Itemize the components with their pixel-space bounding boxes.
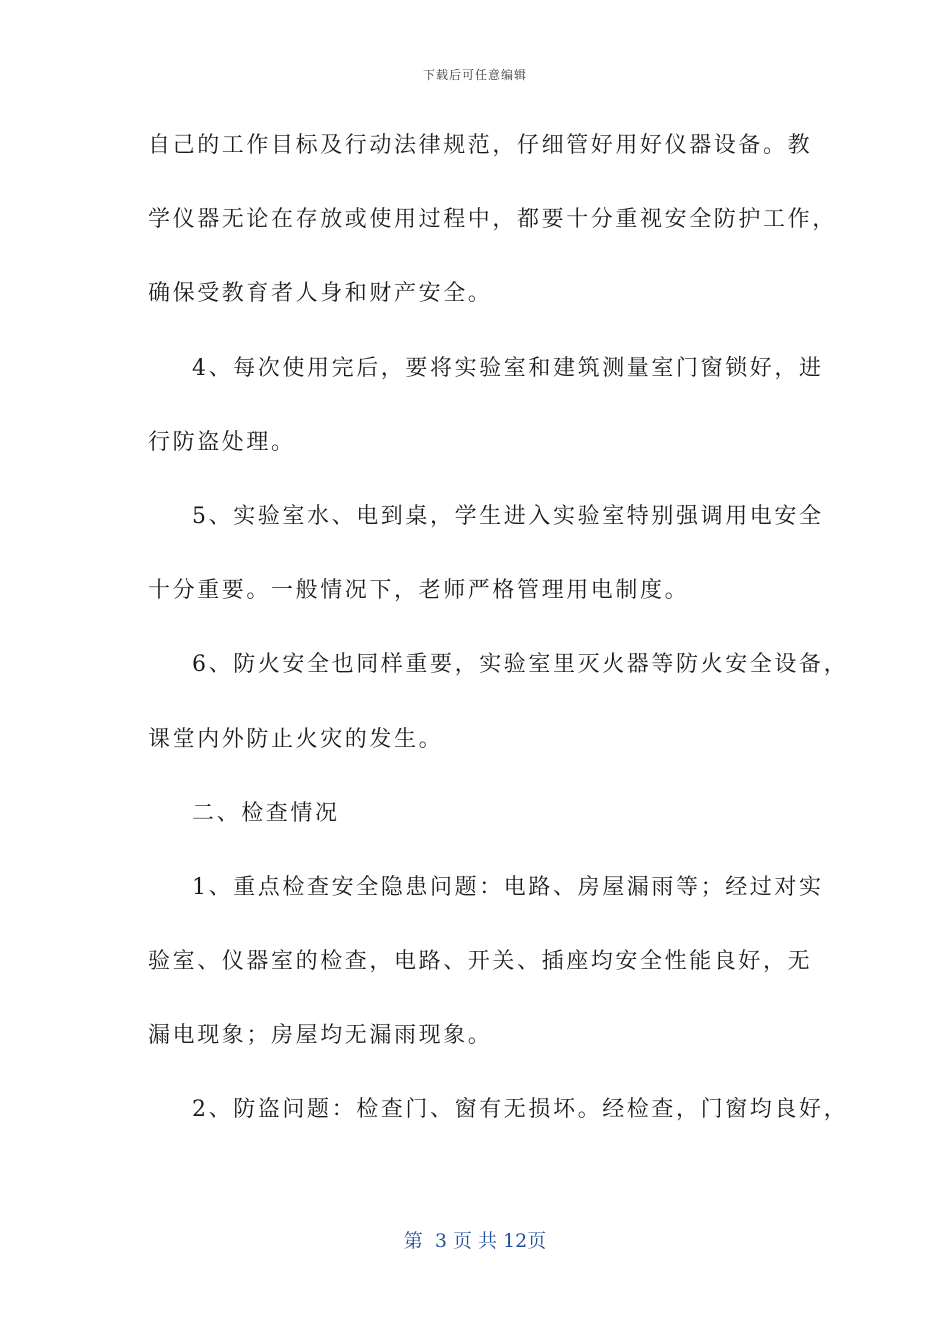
text-line: 4、每次使用完后，要将实验室和建筑测量室门窗锁好，进: [192, 355, 824, 381]
text-line: 自己的工作目标及行动法律规范，仔细管好用好仪器设备。教: [148, 133, 813, 158]
text-line: 课堂内外防止火灾的发生。: [148, 726, 444, 752]
text-line: 确保受教育者人身和财产安全。: [148, 281, 493, 307]
text-line: 行防盗处理。: [148, 429, 296, 455]
text-line: 1、重点检查安全隐患问题：电路、房屋漏雨等；经过对实: [192, 874, 824, 900]
text-line: 漏电现象；房屋均无漏雨现象。: [148, 1023, 493, 1049]
header-note: 下载后可任意编辑: [422, 68, 527, 82]
page-number: 第 3 页 共 12页: [403, 1230, 547, 1252]
text-line: 6、防火安全也同样重要，实验室里灭火器等防火安全设备，: [192, 652, 849, 678]
document-body: [148, 118, 849, 1157]
text-line: 十分重要。一般情况下，老师严格管理用电制度。: [148, 578, 690, 604]
text-line: 学仪器无论在存放或使用过程中，都要十分重视安全防护工作，: [148, 207, 837, 233]
section-heading: 二、检查情况: [192, 800, 340, 826]
text-line: 5、实验室水、电到桌，学生进入实验室特别强调用电安全: [192, 503, 824, 529]
text-line: 验室、仪器室的检查，电路、开关、插座均安全性能良好，无: [148, 949, 813, 975]
text-line: 2、防盗问题：检查门、窗有无损坏。经检查，门窗均良好，: [192, 1097, 849, 1123]
